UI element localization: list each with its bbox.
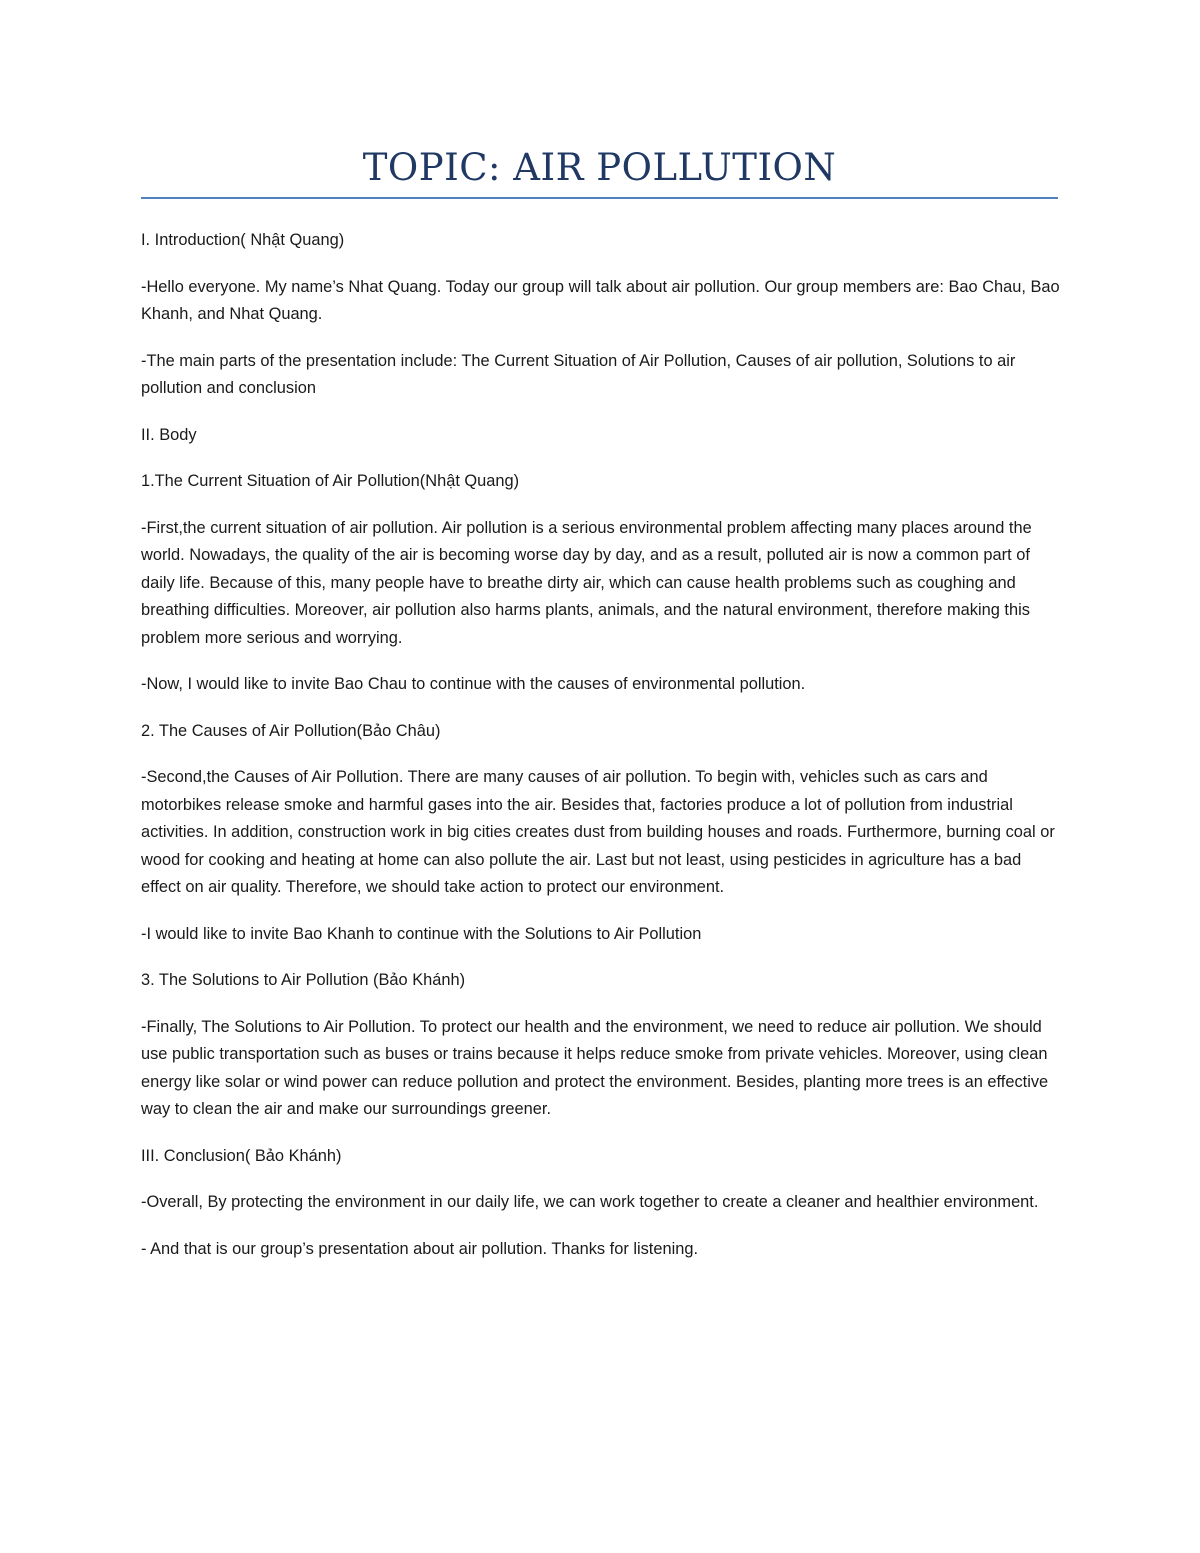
document-title: TOPIC: AIR POLLUTION [362,146,837,189]
paragraph-transition-causes: -Now, I would like to invite Bao Chau to continue with the causes of environmental pollution. [141,675,806,693]
subsection-heading-causes: 2. The Causes of Air Pollution(Bảo Châu) [141,721,441,740]
subsection-heading-current-situation: 1.The Current Situation of Air Pollution(Nhật Quang) [141,472,520,490]
section-heading-conclusion: III. Conclusion( Bảo Khánh) [141,1146,342,1165]
paragraph-transition-solutions: -I would like to invite Bao Khanh to continue with the Solutions to Air Pollution [141,924,702,943]
paragraph-conclusion: -Overall, By protecting the environment in our daily life, we can work together to create a cleaner and healthier environment. [141,1193,1039,1211]
paragraph-outline: -The main parts of the presentation include: The Current Situation of Air Pollution, Causes of air pollution, Solutions to air pollution and conclusion [141,351,1016,397]
paragraph-closing: - And that is our group’s presentation about air pollution. Thanks for listening. [141,1239,699,1258]
section-heading-introduction: I. Introduction( Nhật Quang) [141,231,345,249]
subsection-heading-solutions: 3. The Solutions to Air Pollution (Bảo Khánh) [141,971,466,989]
paragraph-greeting: -Hello everyone. My name’s Nhat Quang. Today our group will talk about air pollution. Our group members are: Bao Chau, Bao Khanh, and Nhat Quang. [141,277,1060,323]
paragraph-causes: -Second,the Causes of Air Pollution. There are many causes of air pollution. To begin with, vehicles such as cars and motorbikes release smoke and harmful gases into the air. Besides that, factories produce a lot of pollution from industrial activities. In addition, construction work in big cities creates dust from building houses and roads. Furthermore, burning coal or wood for cooking and heating at home can also pollute the air. Last but not least, using pesticides in agriculture has a bad effect on air quality. Therefore, we should take action to protect our environment. [141,768,1055,896]
paragraph-solutions: -Finally, The Solutions to Air Pollution. To protect our health and the environment, we need to reduce air pollution. We should use public transportation such as buses or trains because it helps reduce smoke from private vehicles. Moreover, using clean energy like solar or wind power can reduce pollution and protect the environment. Besides, planting more trees is an effective way to clean the air and make our surroundings greener. [141,1017,1049,1118]
title-underline [141,197,1058,199]
document-body [141,227,1061,1282]
paragraph-current-situation: -First,the current situation of air pollution. Air pollution is a serious environmental problem affecting many places around the world. Nowadays, the quality of the air is becoming worse day by day, and as a result, polluted air is now a common part of daily life. Because of this, many people have to breathe dirty air, which can cause health problems such as coughing and breathing difficulties. Moreover, air pollution also harms plants, animals, and the natural environment, therefore making this problem more serious and worrying. [141,518,1032,647]
section-heading-body: II. Body [141,425,197,444]
